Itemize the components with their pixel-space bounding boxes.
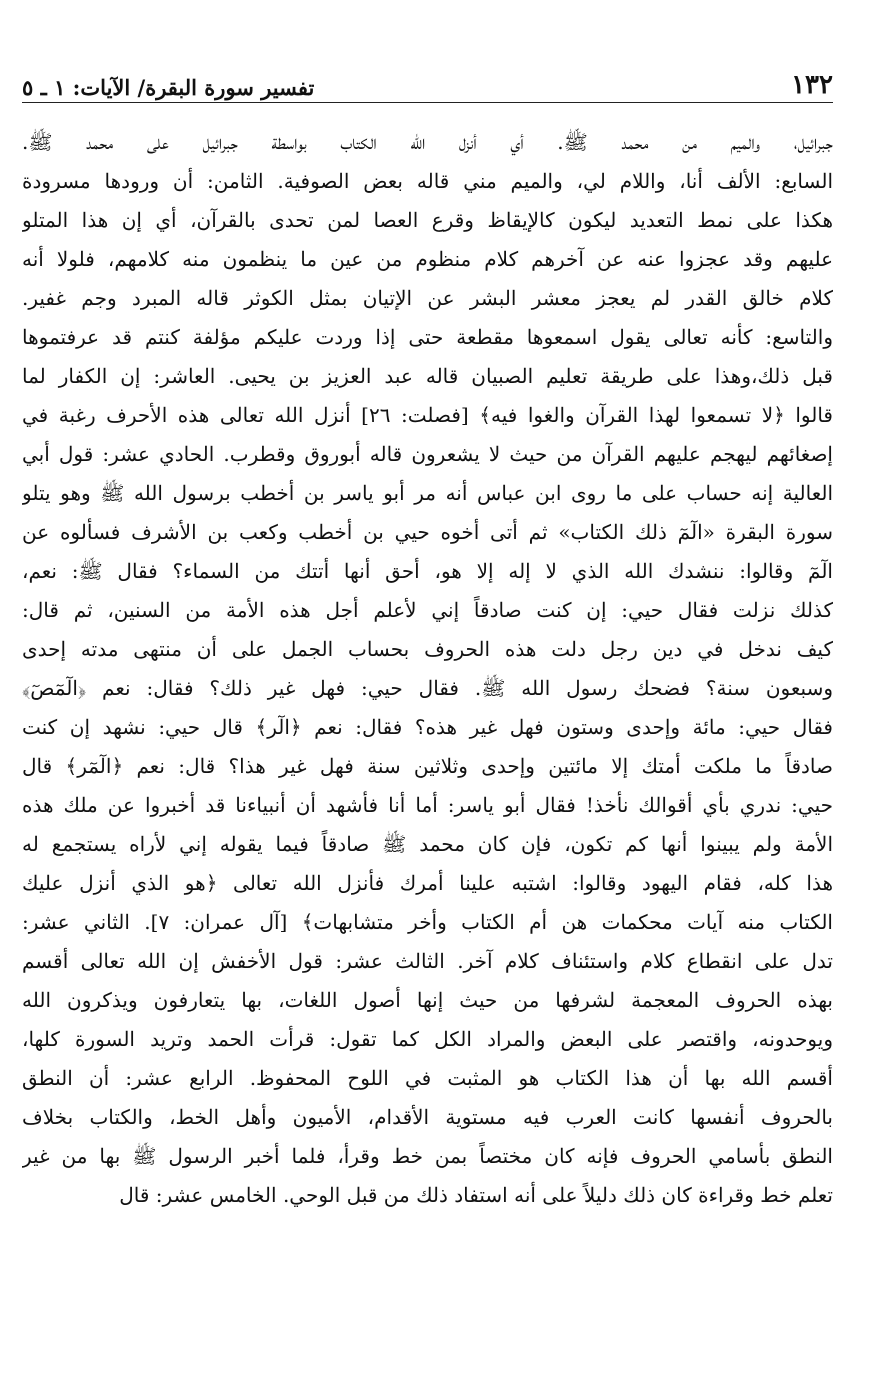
text-line: فقال حيي: مائة وإحدى وستون فهل غير هذه؟ فقال: نعم ﴿الٓر﴾ قال حيي: نشهد إن كنت xyxy=(22,715,833,739)
text-line: وسبعون سنة؟ فضحك رسول الله ﷺ. فقال حيي: فهل غير ذلك؟ فقال: نعم ﴿الٓمٓصٓ﴾ xyxy=(22,676,833,700)
running-title: تفسير سورة البقرة/ الآيات: ١ ـ ٥ xyxy=(22,75,315,100)
text-line: هكذا على نمط التعديد ليكون كالإيقاظ وقرع العصا لمن تحدى بالقرآن، أي إن هذا المتلو xyxy=(22,208,833,232)
text-line: ويوحدونه، واقتصر على البعض والمراد الكل كما تقول: قرأت الحمد وتريد السورة كلها، xyxy=(22,1027,833,1051)
body-text xyxy=(22,123,833,1215)
text-line: حيي: ندري بأي أقوالك نأخذ! فقال أبو ياسر: أما أنا فأشهد أن أنبياءنا قد أخبروا عن ملك هذه xyxy=(22,793,833,817)
text-line: تدل على انقطاع كلام واستئناف كلام آخر. الثالث عشر: قول الأخفش إن الله تعالى أقسم xyxy=(22,949,833,973)
text-line: العالية إنه حساب على ما روى ابن عباس أنه مر أبو ياسر بن أخطب برسول الله ﷺ وهو يتلو xyxy=(22,481,833,505)
text-line: سورة البقرة «الٓمٓ ذلك الكتاب» ثم أتى أخوه حيي بن أخطب وكعب بن الأشرف فسألوه عن xyxy=(22,520,833,544)
text-line: تعلم خط وقراءة كان ذلك دليلاً على أنه استفاد ذلك من قبل الوحي. الخامس عشر: قال xyxy=(119,1183,833,1207)
text-line: النطق بأسامي الحروف فإنه كان مختصاً بمن خط وقرأ، فلما أخبر الرسول ﷺ بها من غير xyxy=(22,1144,833,1168)
text-line: الكتاب منه آيات محكمات هن أم الكتاب وأخر متشابهات﴾ [آل عمران: ٧]. الثاني عشر: xyxy=(22,910,833,934)
text-line: بالحروف أنفسها كانت العرب فيه مستوية الأقدام، الأميون وأهل الخط، والكتاب بخلاف xyxy=(22,1105,833,1129)
page-number: ١٣٢ xyxy=(791,70,833,100)
text-line: كذلك نزلت فقال حيي: إن كنت صادقاً إني لأعلم أجل هذه الأمة من السنين، ثم قال: xyxy=(22,598,833,622)
text-line: هذا كله، فقام اليهود وقالوا: اشتبه علينا أمرك فأنزل الله تعالى ﴿هو الذي أنزل عليك xyxy=(22,871,833,895)
text-line: السابع: الألف أنا، واللام لي، والميم مني قاله بعض الصوفية. الثامن: أن ورودها مسرودة xyxy=(22,169,833,193)
text-line: كيف ندخل في دين رجل دلت هذه الحروف بحساب الجمل على أن منتهى مدته إحدى xyxy=(22,637,833,661)
text-line: والتاسع: كأنه تعالى يقول اسمعوها مقطعة حتى إذا وردت عليكم مؤلفة كنتم قد عرفتموها xyxy=(22,325,833,349)
text-line: عليهم وقد عجزوا عنه عن آخرهم كلام منظوم من عين ما ينظمون منه كلامهم، فلولا أنه xyxy=(22,247,833,271)
text-line: الأمة ولم يبينوا أنها كم تكون، فإن كان محمد ﷺ صادقاً فيما يقوله إني لأراه يستجمع له xyxy=(22,832,833,856)
text-line: قبل ذلك،وهذا على طريقة تعليم الصبيان قاله عبد العزيز بن يحيى. العاشر: إن الكفار لما xyxy=(22,364,833,388)
text-line: قالوا ﴿لا تسمعوا لهذا القرآن والغوا فيه﴾ [فصلت: ٢٦] أنزل الله تعالى هذه الأحرف رغبة في xyxy=(22,403,833,427)
text-line: صادقاً ما ملكت أمتك إلا مائتين وإحدى وثلاثين سنة فهل غير هذا؟ قال: نعم ﴿الٓمٓر﴾ قال xyxy=(22,754,833,778)
text-line: بهذه الحروف المعجمة لشرفها من حيث إنها أصول اللغات، بها يتعارفون ويذكرون الله xyxy=(22,988,833,1012)
text-line: جبرائيل، والميم من محمد ﷺ. أي أنزل الله الكتاب بواسطة جبرائيل على محمد ﷺ. xyxy=(22,130,833,154)
text-line: إصغائهم ليهجم عليهم القرآن من حيث لا يشعرون قاله أبوروق وقطرب. الحادي عشر: قول أبي xyxy=(22,442,833,466)
text-line: أقسم الله بها أن هذا الكتاب هو المثبت في اللوح المحفوظ. الرابع عشر: أن النطق xyxy=(22,1066,833,1090)
text-line: كلام خالق القدر لم يعجز معشر البشر عن الإتيان بمثل الكوثر قاله المبرد وجم غفير. xyxy=(22,286,833,310)
page-header xyxy=(22,58,833,103)
text-line: الٓمٓ وقالوا: ننشدك الله الذي لا إله إلا هو، أحق أنها أتتك من السماء؟ فقال ﷺ: نعم، xyxy=(22,559,833,583)
